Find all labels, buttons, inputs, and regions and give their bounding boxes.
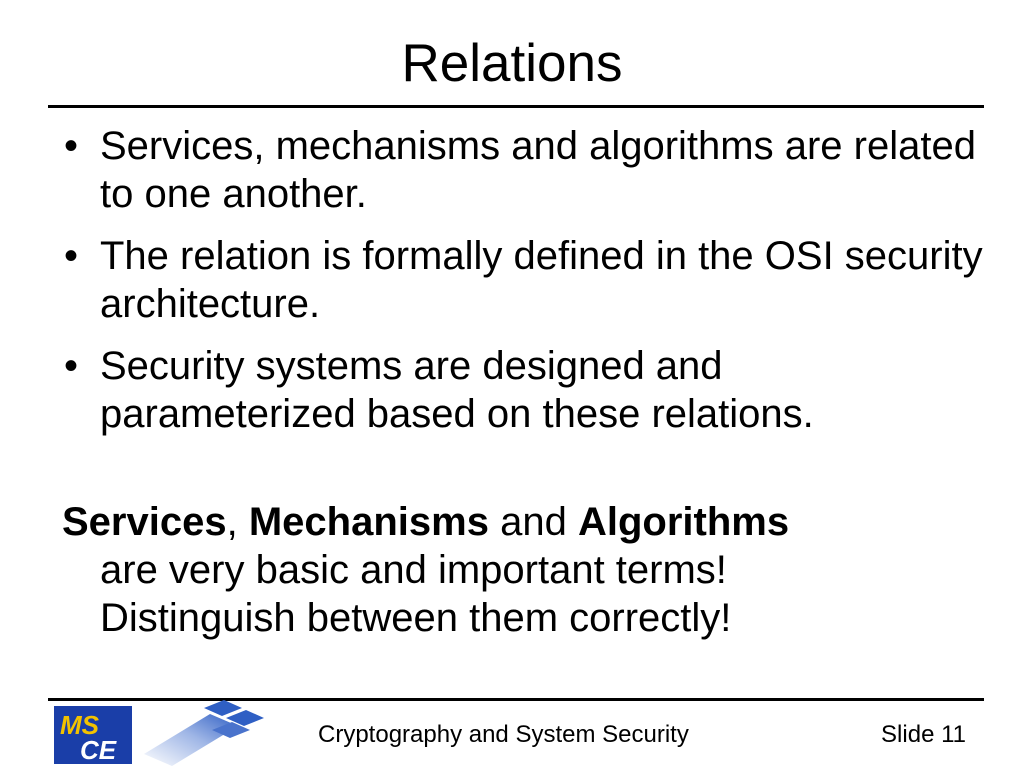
wave-logo-icon [142,700,266,766]
bullet-marker: • [64,234,79,278]
bullet-text: Services, mechanisms and algorithms are related to one another. [100,124,976,216]
term-services: Services [62,500,227,544]
title-divider [48,105,984,108]
bullet-item [56,232,986,328]
course-name: Cryptography and System Security [318,721,689,748]
msce-logo-text-bottom: CE [80,735,117,764]
note-line-3: Distinguish between them correctly! [100,596,732,640]
bullet-list [56,122,986,452]
bullet-text: Security systems are designed and parameterized based on these relations. [100,344,814,436]
term-conjunction: and [500,500,567,544]
bullet-marker: • [64,344,79,388]
bullet-item [56,122,986,218]
msce-logo-text-top: MS [60,710,99,740]
key-terms-note [62,498,982,642]
slide-number: Slide 11 [881,721,966,748]
term-algorithms: Algorithms [577,500,790,544]
bullet-marker: • [64,124,79,168]
bullet-text: The relation is formally defined in the OSI security architecture. [100,234,983,326]
slide-title: Relations [401,34,623,93]
msce-logo [54,706,132,764]
note-line-2: are very basic and important terms! [100,548,727,592]
bullet-item [56,342,986,438]
term-separator: , [226,500,238,544]
term-mechanisms: Mechanisms [248,500,489,544]
